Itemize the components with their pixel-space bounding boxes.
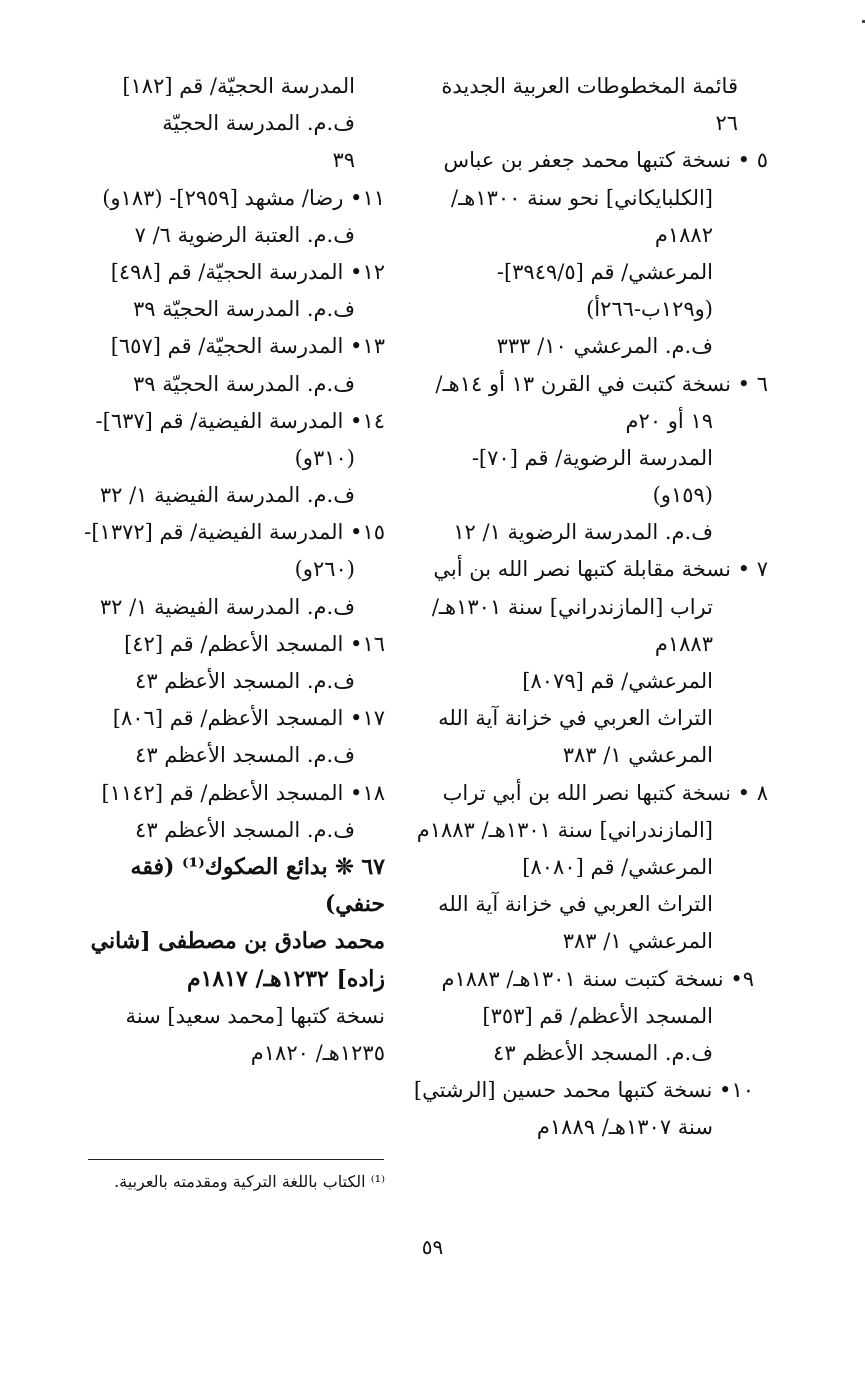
text-line: ف.م. المدرسة الحجيّة ٣٩ <box>132 297 355 322</box>
text-line: التراث العربي في خزانة آية الله <box>438 892 713 917</box>
text-line: المرعشي ١/ ٣٨٣ <box>562 929 713 954</box>
text-line: ٢٦ <box>715 111 738 136</box>
text-line: ف.م. المسجد الأعظم ٤٣ <box>493 1040 713 1065</box>
text-line: ف.م. المدرسة الفيضية ١/ ٣٢ <box>99 594 355 619</box>
text-line: ف.م. المدرسة الحجيّة <box>162 111 355 136</box>
text-line: ٧ • نسخة مقابلة كتبها نصر الله بن أبي <box>433 557 768 582</box>
text-line: سنة ١٣٠٧هـ/ ١٨٨٩م <box>536 1115 713 1140</box>
text-line: (٢٦٠و) <box>294 557 355 582</box>
text-line: المدرسة الرضوية/ قم [٧٠]- <box>471 445 713 470</box>
text-line: ١٨٨٢م <box>654 222 713 247</box>
text-line: ١٣• المدرسة الحجيّة/ قم [٦٥٧] <box>110 334 385 359</box>
entry-heading-line: حنفي) <box>324 891 385 918</box>
text-line: ١١• رضا/ مشهد [٢٩٥٩]- (١٨٣و) <box>102 185 385 210</box>
text-line: (١٥٩و) <box>652 483 713 508</box>
text-line: [الكلبايكاني] نحو سنة ١٣٠٠هـ/ <box>451 185 713 210</box>
text-line: ف.م. المدرسة الفيضية ١/ ٣٢ <box>99 483 355 508</box>
text-line: ف.م. المسجد الأعظم ٤٣ <box>135 817 355 842</box>
text-line: ١٨• المسجد الأعظم/ قم [١١٤٢] <box>101 780 385 805</box>
text-line: المدرسة الحجيّة/ قم [١٨٢] <box>122 74 355 98</box>
text-line: المرعشي/ قم [٨٠٨٠] <box>522 854 713 879</box>
text-line: ١٦• المسجد الأعظم/ قم [٤٢] <box>124 631 385 656</box>
text-line: المرعشي/ قم [٣٩٤٩/٥]- <box>496 259 713 284</box>
text-line: ف.م. المرعشي ١٠/ ٣٣٣ <box>496 334 713 359</box>
text-line: ٣٩ <box>332 148 355 173</box>
text-line: ١٢• المدرسة الحجيّة/ قم [٤٩٨] <box>110 259 385 284</box>
text-line: المرعشي/ قم [٨٠٧٩] <box>522 669 713 693</box>
text-line: المسجد الأعظم/ قم [٣٥٣] <box>482 1003 713 1028</box>
text-line: ف.م. العتبة الرضوية ٦/ ٧ <box>134 222 355 247</box>
text-line: ١٢٣٥هـ/ ١٨٢٠م <box>250 1040 385 1065</box>
text-line: ف.م. المدرسة الحجيّة ٣٩ <box>132 371 355 396</box>
entry-heading-line: ٦٧ ❊ بدائع الصكوك⁽¹⁾ (فقه <box>130 853 385 880</box>
text-line: ١٩ أو ٢٠م <box>625 408 713 433</box>
text-line: (و١٢٩ب-٢٦٦أ) <box>586 297 713 322</box>
left-column <box>30 68 385 1072</box>
text-line: ٦ • نسخة كتبت في القرن ١٣ أو ١٤هـ/ <box>435 371 768 396</box>
text-line: ١٨٨٣م <box>654 631 713 656</box>
text-line: ف.م. المدرسة الرضوية ١/ ١٢ <box>453 520 713 545</box>
text-line: ٩• نسخة كتبت سنة ١٣٠١هـ/ ١٨٨٣م <box>441 966 754 991</box>
text-line: (٣١٠و) <box>294 445 355 470</box>
entry-heading-line: محمد صادق بن مصطفى [شاني <box>90 928 385 955</box>
text-line: ١٧• المسجد الأعظم/ قم [٨٠٦] <box>112 706 385 731</box>
text-line: نسخة كتبها [محمد سعيد] سنة <box>125 1003 385 1028</box>
right-column <box>408 68 768 1146</box>
text-line: المرعشي ١/ ٣٨٣ <box>562 743 713 768</box>
text-line: قائمة المخطوطات العربية الجديدة <box>441 74 738 98</box>
text-line: ١٠• نسخة كتبها محمد حسين [الرشتي] <box>413 1078 754 1103</box>
text-line: ١٥• المدرسة الفيضية/ قم [١٣٧٢]- <box>84 520 385 545</box>
text-line: التراث العربي في خزانة آية الله <box>438 706 713 731</box>
text-line: ٥ • نسخة كتبها محمد جعفر بن عباس <box>443 148 768 173</box>
entry-heading-line: زاده] ١٢٣٢هـ/ ١٨١٧م <box>186 965 385 992</box>
text-line: تراب [المازندراني] سنة ١٣٠١هـ/ <box>431 594 713 619</box>
text-line: ١٤• المدرسة الفيضية/ قم [٦٣٧]- <box>95 408 385 433</box>
text-line: [المازندراني] سنة ١٣٠١هـ/ ١٨٨٣م <box>416 817 713 842</box>
text-line: ف.م. المسجد الأعظم ٤٣ <box>135 669 355 693</box>
footnote-rule <box>88 1159 384 1160</box>
text-line: ف.م. المسجد الأعظم ٤٣ <box>135 743 355 768</box>
footnote: ⁽¹⁾ الكتاب باللغة التركية ومقدمته بالعربية. <box>114 1172 385 1191</box>
page-number: ٥٩ <box>421 1235 444 1259</box>
text-line: ٨ • نسخة كتبها نصر الله بن أبي تراب <box>442 780 768 805</box>
